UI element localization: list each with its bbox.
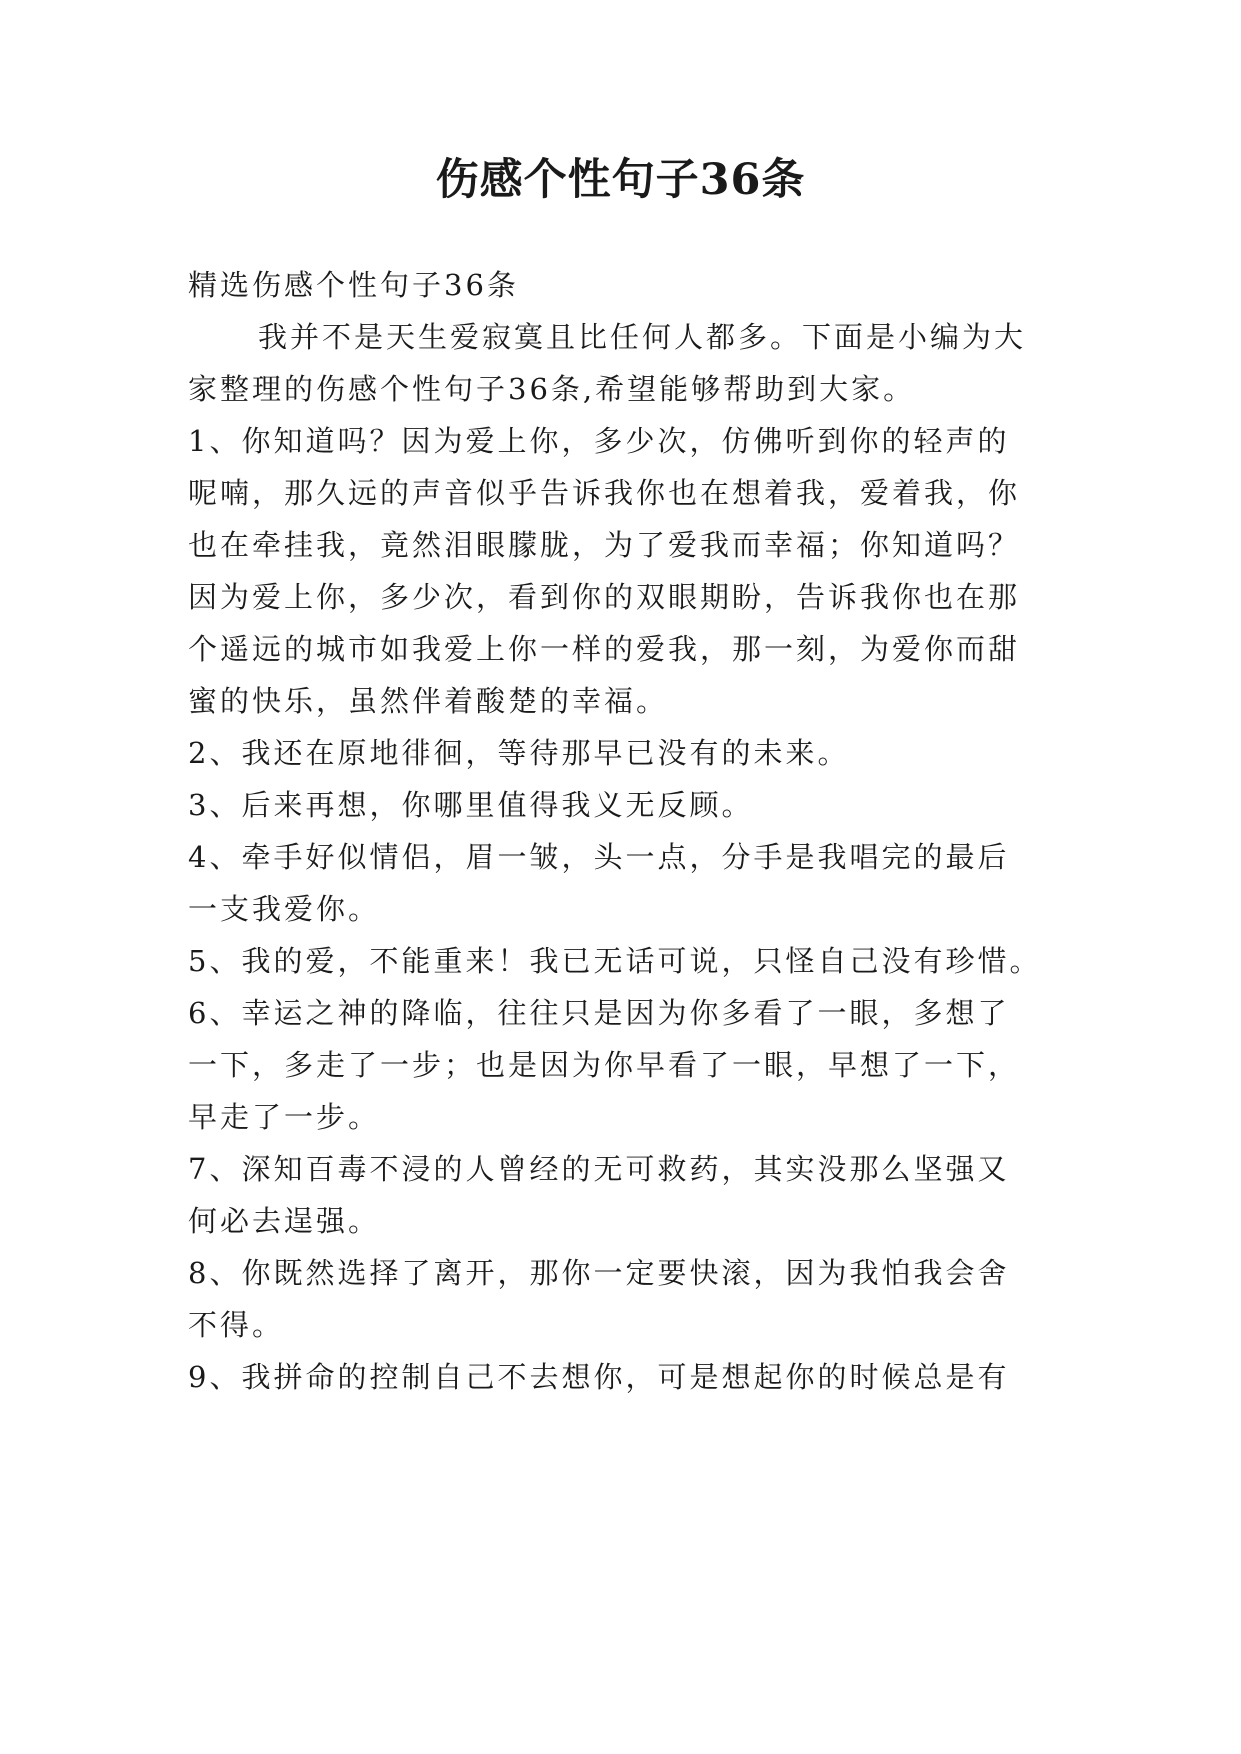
- body-line: 何必去逞强。: [188, 1204, 381, 1238]
- body-line: 5、我的爱，不能重来！我已无话可说，只怪自己没有珍惜。: [188, 944, 1042, 978]
- body-line: 个遥远的城市如我爱上你一样的爱我，那一刻，为爱你而甜: [188, 632, 1021, 666]
- body-line: 一支我爱你。: [188, 892, 381, 926]
- body-line: 4、牵手好似情侣，眉一皱，头一点，分手是我唱完的最后: [188, 840, 1010, 874]
- intro-line: 我并不是天生爱寂寞且比任何人都多。下面是小编为大: [258, 320, 1027, 354]
- body-line: 9、我拼命的控制自己不去想你，可是想起你的时候总是有: [188, 1360, 1010, 1394]
- intro-line: 家整理的伤感个性句子36条,希望能够帮助到大家。: [188, 372, 916, 406]
- subtitle-line: 精选伤感个性句子36条: [188, 268, 519, 302]
- body-line: 早走了一步。: [188, 1100, 381, 1134]
- body-line: 1、你知道吗？因为爱上你，多少次，仿佛听到你的轻声的: [188, 424, 1010, 458]
- body-line: 蜜的快乐，虽然伴着酸楚的幸福。: [188, 684, 669, 718]
- body-line: 因为爱上你，多少次，看到你的双眼期盼，告诉我你也在那: [188, 580, 1021, 614]
- body-line: 不得。: [188, 1308, 285, 1342]
- body-line: 8、你既然选择了离开，那你一定要快滚，因为我怕我会舍: [188, 1256, 1010, 1290]
- document-title: 伤感个性句子36条: [435, 155, 806, 205]
- body-line: 也在牵挂我，竟然泪眼朦胧，为了爱我而幸福；你知道吗？: [188, 528, 1021, 562]
- body-line: 7、深知百毒不浸的人曾经的无可救药，其实没那么坚强又: [188, 1152, 1010, 1186]
- body-line: 呢喃，那久远的声音似乎告诉我你也在想着我，爱着我，你: [188, 476, 1021, 510]
- body-line: 一下，多走了一步；也是因为你早看了一眼，早想了一下，: [188, 1048, 1021, 1082]
- body-line: 6、幸运之神的降临，往往只是因为你多看了一眼，多想了: [188, 996, 1010, 1030]
- body-line: 2、我还在原地徘徊，等待那早已没有的未来。: [188, 736, 850, 770]
- body-line: 3、后来再想，你哪里值得我义无反顾。: [188, 788, 754, 822]
